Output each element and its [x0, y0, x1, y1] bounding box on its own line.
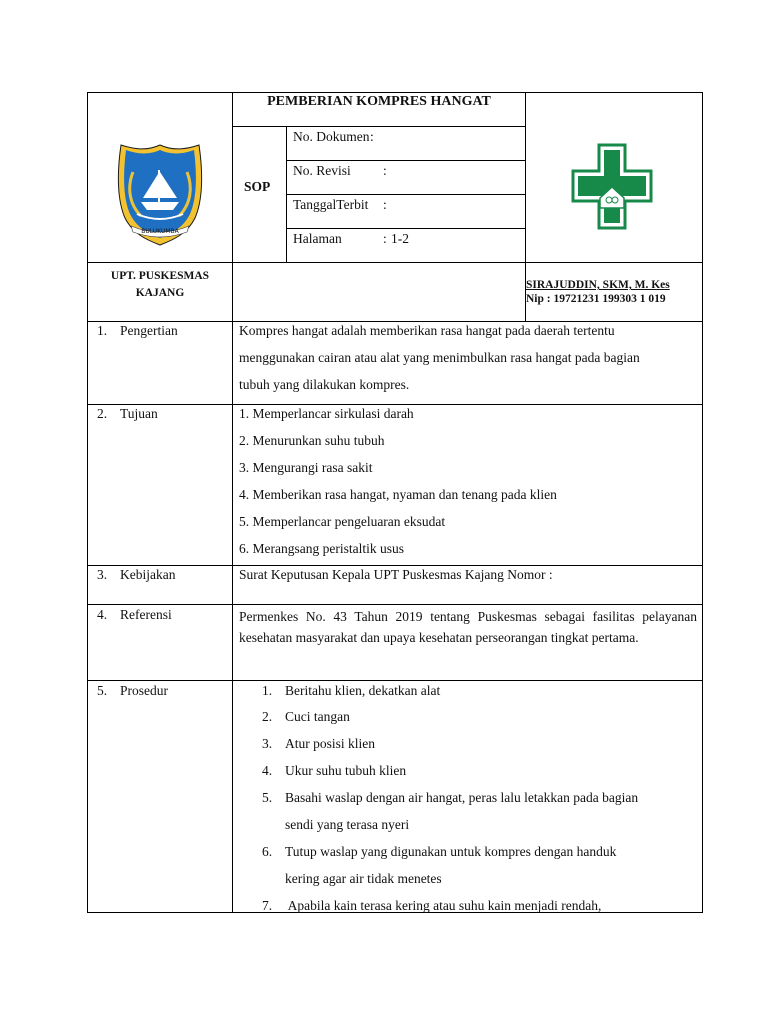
list-item: 6. Merangsang peristaltik usus: [239, 541, 404, 556]
divider: [286, 160, 526, 161]
body-line: tubuh yang dilakukan kompres.: [239, 377, 410, 392]
divider: [232, 321, 233, 913]
step-text: Atur posisi klien: [285, 736, 375, 751]
step-number: 5.: [262, 790, 273, 805]
divider: [87, 321, 703, 322]
section-label: Prosedur: [120, 683, 168, 698]
step-text: Apabila kain terasa kering atau suhu kain menjadi rendah,: [285, 898, 602, 913]
bulukumba-logo: [115, 142, 205, 246]
step-number: 7.: [262, 898, 273, 913]
list-item: 4. Memberikan rasa hangat, nyaman dan tenang pada klien: [239, 487, 557, 502]
institution-line-1: UPT. PUSKESMAS: [110, 270, 210, 282]
step-number: 1.: [262, 683, 273, 698]
step-text: Tutup waslap yang digunakan untuk kompres dengan handuk: [285, 844, 617, 859]
puskesmas-logo: [569, 142, 655, 232]
body-text: Permenkes No. 43 Tahun 2019 tentang Puskesmas sebagai fasilitas pelayanan kesehatan masyarakat dan upaya kesehatan perseorangan tingkat pertama.: [239, 609, 697, 645]
divider: [87, 604, 703, 605]
field-sep: :: [370, 129, 374, 144]
field-sep: :: [383, 163, 387, 178]
field-label: TanggalTerbit: [293, 197, 369, 212]
list-item: 1. Memperlancar sirkulasi darah: [239, 406, 414, 421]
sop-label: SOP: [244, 179, 271, 194]
step-text: kering agar air tidak menetes: [285, 871, 442, 886]
step-text: sendi yang terasa nyeri: [285, 817, 410, 832]
body-text: Surat Keputusan Kepala UPT Puskesmas Kajang Nomor :: [239, 567, 553, 582]
divider: [232, 126, 526, 127]
field-label: No. Revisi: [293, 163, 351, 178]
table-border-top: [87, 92, 703, 93]
field-value: 1-2: [391, 231, 409, 246]
list-item: 3. Mengurangi rasa sakit: [239, 460, 373, 475]
section-label: Referensi: [120, 607, 172, 622]
field-sep: :: [383, 197, 387, 212]
section-number: 3.: [97, 567, 108, 582]
divider: [286, 228, 526, 229]
list-item: 5. Memperlancar pengeluaran eksudat: [239, 514, 446, 529]
section-label: Kebijakan: [120, 567, 176, 582]
step-text: Cuci tangan: [285, 709, 350, 724]
divider: [87, 680, 703, 681]
logo-banner-text: BULUKUMBA: [141, 228, 179, 235]
step-number: 4.: [262, 763, 273, 778]
signer-name: SIRAJUDDIN, SKM, M. Kes: [526, 279, 670, 291]
step-text: Ukur suhu tubuh klien: [285, 763, 407, 778]
section-label: Tujuan: [120, 406, 158, 421]
section-number: 5.: [97, 683, 108, 698]
step-number: 3.: [262, 736, 273, 751]
section-number: 2.: [97, 406, 108, 421]
field-label: Halaman: [293, 231, 342, 246]
table-border-right: [702, 92, 703, 913]
field-label: No. Dokumen: [293, 129, 370, 144]
section-number: 4.: [97, 607, 108, 622]
divider: [87, 565, 703, 566]
signer-nip: Nip : 19721231 199303 1 019: [526, 293, 666, 305]
divider: [87, 404, 703, 405]
institution-line-2: KAJANG: [135, 287, 185, 299]
table-border-left: [87, 92, 88, 913]
document-title: PEMBERIAN KOMPRES HANGAT: [267, 94, 491, 109]
step-text: Beritahu klien, dekatkan alat: [285, 683, 441, 698]
body-line: menggunakan cairan atau alat yang menimbulkan rasa hangat pada bagian: [239, 350, 640, 365]
step-number: 6.: [262, 844, 273, 859]
step-number: 2.: [262, 709, 273, 724]
field-sep: :: [383, 231, 387, 246]
divider: [286, 194, 526, 195]
body-line: Kompres hangat adalah memberikan rasa hangat pada daerah tertentu: [239, 323, 615, 338]
step-text: Basahi waslap dengan air hangat, peras lalu letakkan pada bagian: [285, 790, 639, 805]
section-number: 1.: [97, 323, 108, 338]
list-item: 2. Menurunkan suhu tubuh: [239, 433, 385, 448]
section-label: Pengertian: [120, 323, 178, 338]
divider: [87, 262, 703, 263]
